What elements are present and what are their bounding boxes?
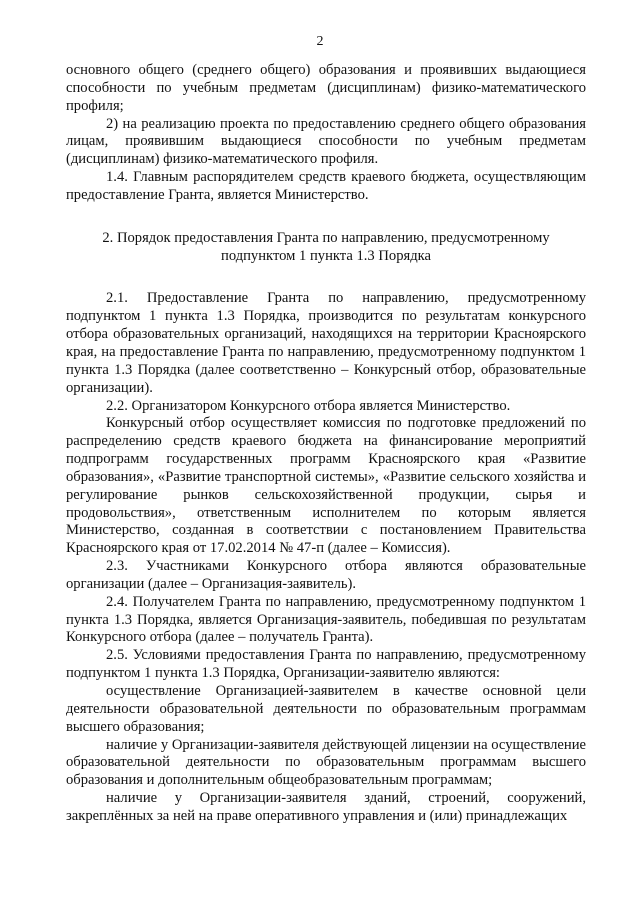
paragraph-1-4: 1.4. Главным распорядителем средств краевого бюджета, осуществляющим предоставление Гранта, является Министерство.	[66, 169, 586, 203]
paragraph-continued: основного общего (среднего общего) образования и проявивших выдающиеся способности по учебным предметам (дисциплинам) физико-математического профиля;	[66, 62, 586, 114]
paragraph-2-5: 2.5. Условиями предоставления Гранта по направлению, предусмотренному подпунктом 1 пункта 1.3 Порядка, Организации-заявителю являются:	[66, 647, 586, 682]
section-title-line-1: 2. Порядок предоставления Гранта по направлению, предусмотренному	[102, 229, 550, 246]
paragraph-commission: Конкурсный отбор осуществляет комиссия по подготовке предложений по распределению средств краевого бюджета на финансирование мероприятий подпрограмм государственных программ Красноярского края «Развитие образования», «Развитие транспортной системы», «Развитие сельского хозяйства и регулирование рынков сельскохозяйственной продукции, сырья и продовольствия», ответственным исполнителем по которым является Министерство, созданная в соответствии с постановлением Правительства Красноярского края от 17.02.2014 № 47-п (далее – Комиссия).	[66, 415, 586, 557]
paragraph-item-2: 2) на реализацию проекта по предоставлению среднего общего образования лицам, проявившим выдающиеся способности по учебным предметам (дисциплинам) физико-математического профиля.	[66, 115, 586, 168]
document-body	[66, 62, 586, 826]
condition-buildings: наличие у Организации-заявителя зданий, строений, сооружений, закреплённых за ней на праве оперативного управления и (или) принадлежащих	[66, 790, 586, 824]
page-number: 2	[316, 34, 324, 49]
section-title-line-2: подпунктом 1 пункта 1.3 Порядка	[221, 247, 431, 264]
paragraph-2-4: 2.4. Получателем Гранта по направлению, предусмотренному подпунктом 1 пункта 1.3 Порядка, является Организация-заявитель, победившая по результатам Конкурсного отбора (далее – получатель Гранта).	[66, 593, 586, 646]
condition-main-goal: осуществление Организацией-заявителем в качестве основной цели деятельности образовательной деятельности по образовательным программам высшего образования;	[66, 683, 586, 735]
section-title	[66, 230, 586, 266]
condition-license: наличие у Организации-заявителя действующей лицензии на осуществление образовательной деятельности по образовательным программам высшего образования и дополнительным общеобразовательным программам;	[66, 736, 586, 789]
paragraph-2-3: 2.3. Участниками Конкурсного отбора являются образовательные организации (далее – Организация-заявитель).	[66, 558, 586, 592]
paragraph-2-2: 2.2. Организатором Конкурсного отбора является Министерство.	[106, 397, 511, 414]
paragraph-2-1: 2.1. Предоставление Гранта по направлению, предусмотренному подпунктом 1 пункта 1.3 Порядка, производится по результатам конкурсного отбора образовательных организаций, находящихся на территории Красноярского края, на предоставление Гранта по направлению, предусмотренному подпунктом 1 пункта 1.3 Порядка (далее соответственно – Конкурсный отбор, образовательные организации).	[66, 290, 586, 396]
